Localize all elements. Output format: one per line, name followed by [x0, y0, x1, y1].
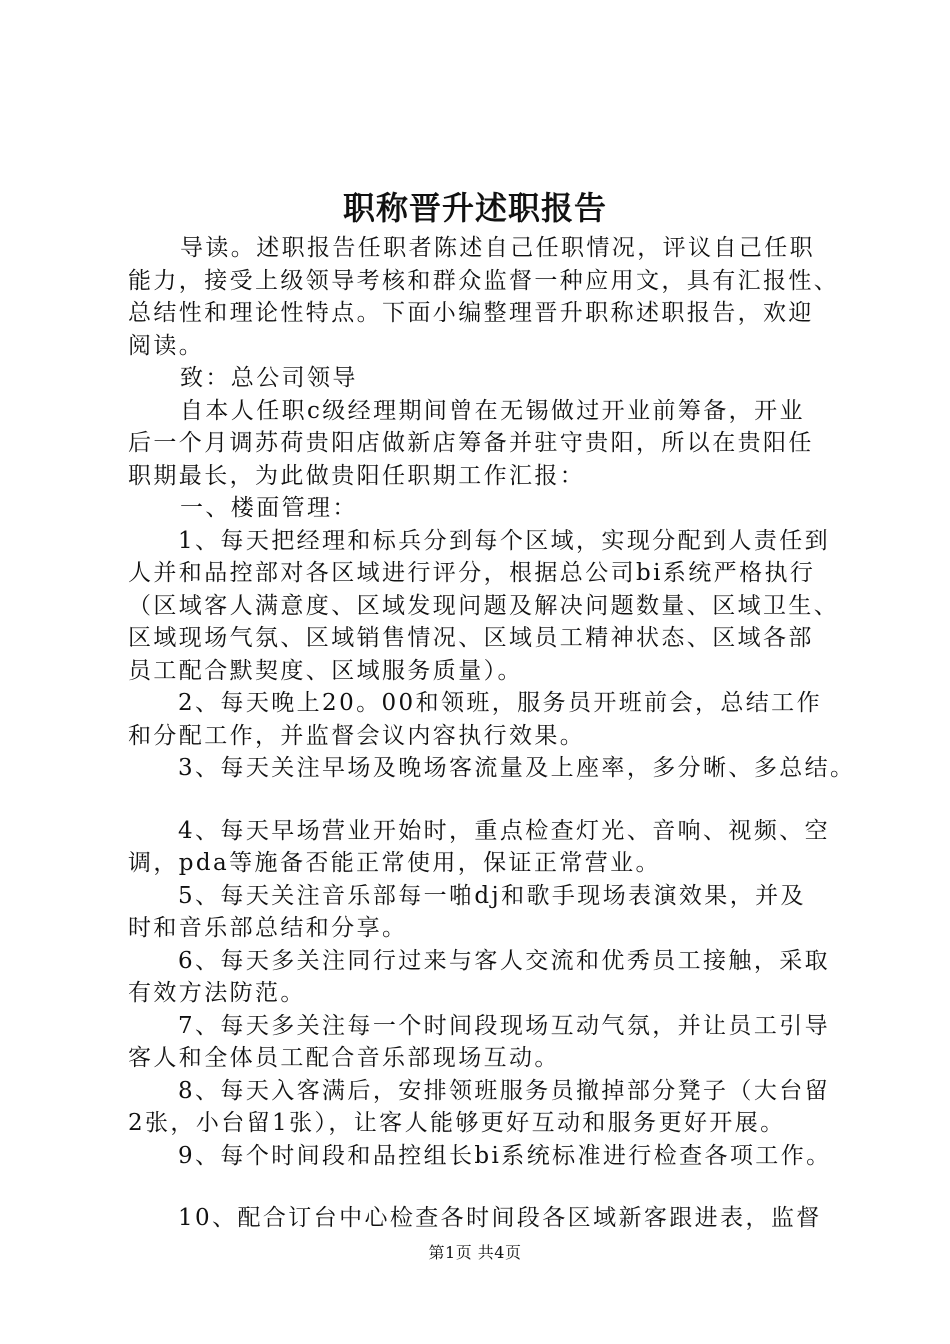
list-item-line: 和分配工作，并监督会议内容执行效果。: [128, 722, 586, 749]
paragraph-line: 职期最长，为此做贵阳任职期工作汇报：: [128, 462, 586, 489]
list-item-line: 员工配合默契度、区域服务质量）。: [128, 657, 523, 684]
list-item-line: 时和音乐部总结和分享。: [128, 915, 408, 941]
paragraph-line: 阅读。: [128, 332, 205, 359]
document-body: [128, 232, 856, 1235]
list-item-line: 人并和品控部对各区域进行评分，根据总公司bi系统严格执行: [128, 560, 816, 586]
blank-line: [128, 785, 844, 815]
list-item-line: 6、每天多关注同行过来与客人交流和优秀员工接触，采取: [178, 947, 831, 974]
list-item-line: 有效方法防范。: [128, 980, 306, 1006]
list-item-line: 7、每天多关注每一个时间段现场互动气氛，并让员工引导: [178, 1012, 831, 1039]
page-footer: 第1页 共4页: [428, 1243, 522, 1262]
paragraph-line: 总结性和理论性特点。下面小编整理晋升职称述职报告，欢迎: [128, 300, 814, 326]
document-title: 职称晋升述职报告: [342, 189, 607, 227]
paragraph-line: 后一个月调苏荷贵阳店做新店筹备并驻守贵阳，所以在贵阳任: [128, 430, 814, 456]
list-item-line: 调，pda等施备否能正常使用，保证正常营业。: [128, 850, 661, 876]
salutation-line: 致：总公司领导: [180, 365, 358, 391]
list-item-line: 2、每天晚上20。00和领班，服务员开班前会，总结工作: [178, 690, 822, 716]
list-item-line: 3、每天关注早场及晚场客流量及上座率，多分晰、多总结。: [178, 755, 856, 781]
blank-line: [128, 1172, 844, 1202]
list-item-line: 9、每个时间段和品控组长bi系统标准进行检查各项工作。: [178, 1142, 832, 1169]
paragraph-line: 导读。述职报告任职者陈述自己任职情况，评议自己任职: [180, 235, 815, 261]
list-item-line: 4、每天早场营业开始时，重点检查灯光、音响、视频、空: [178, 817, 831, 844]
list-item-line: 8、每天入客满后，安排领班服务员撤掉部分凳子（大台留: [178, 1077, 831, 1104]
list-item-line: 区域现场气氛、区域销售情况、区域员工精神状态、区域各部: [128, 625, 814, 651]
list-item-line: （区域客人满意度、区域发现问题及解决问题数量、区域卫生、: [128, 592, 840, 619]
list-item-line: 5、每天关注音乐部每一啪dj和歌手现场表演效果，并及: [178, 882, 806, 909]
list-item-line: 1、每天把经理和标兵分到每个区域，实现分配到人责任到: [178, 527, 831, 554]
paragraph-line: 能力，接受上级领导考核和群众监督一种应用文，具有汇报性、: [128, 267, 840, 294]
list-item-line: 2张，小台留1张），让客人能够更好互动和服务更好开展。: [128, 1110, 786, 1136]
section-heading: 一、楼面管理：: [180, 495, 358, 521]
list-item-line: 客人和全体员工配合音乐部现场互动。: [128, 1045, 560, 1071]
list-item-line: 10、配合订台中心检查各时间段各区域新客跟进表，监督: [178, 1205, 822, 1231]
paragraph-line: 自本人任职c级经理期间曾在无锡做过开业前筹备，开业: [180, 397, 805, 424]
